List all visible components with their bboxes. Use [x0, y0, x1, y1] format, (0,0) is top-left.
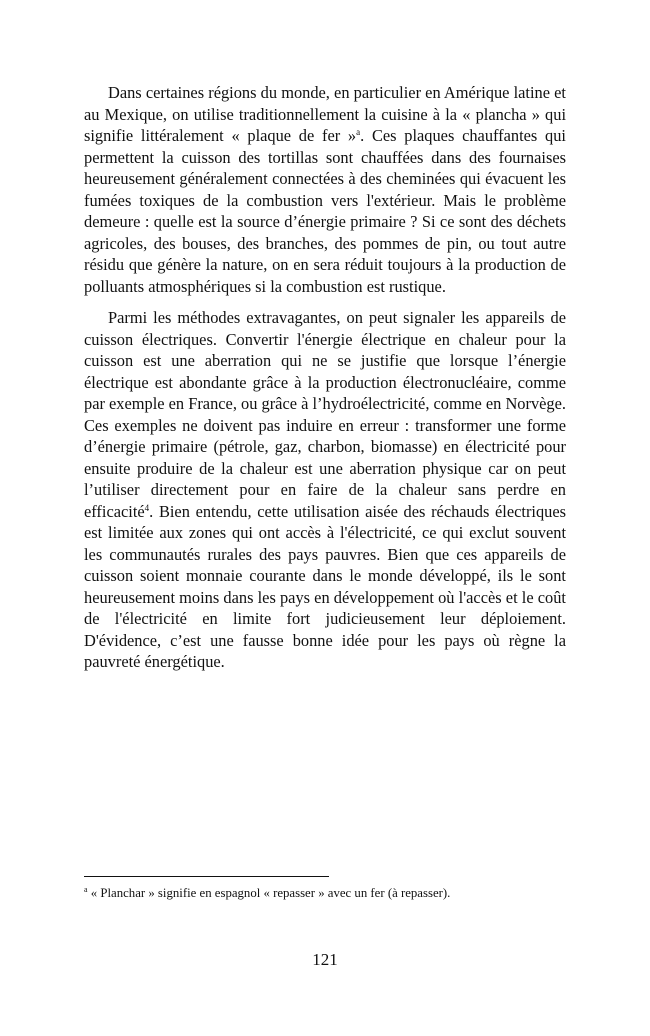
- body-text: [84, 82, 566, 683]
- paragraph-2-text-2: . Bien entendu, cette utilisation aisée des réchauds électriques est limitée aux zones qui ont accès à l'électricité, ce qui exclut souvent les communautés rurales des pays pauvres. Bien que ces appareils de cuisson soient monnaie courante dans le monde développé, ils le sont heureusement moins dans les pays en développement où l'accès et le coût de l'électricité en limite fort judicieusement leur déploiement. D'évidence, c’est une fausse bonne idée pour les pays où règne la pauvreté énergétique.: [84, 501, 566, 671]
- footnote-ref-a[interactable]: a: [356, 127, 361, 137]
- page-number: 121: [312, 950, 338, 969]
- paragraph-1-text-2: . Ces plaques chauffantes qui permettent la cuisson des tortillas sont chauffées dans des fournaises heureusement généralement connectées à des cheminées qui évacuent les fumées toxiques de la combustion vers l'extérieur. Mais le problème demeure : quelle est la source d’énergie primaire ? Si ce sont des déchets agricoles, des bouses, des branches, des pommes de pin, ou tout autre résidu que génère la nature, on en sera réduit toujours à la production de polluants atmosphériques si la combustion est rustique.: [84, 126, 566, 296]
- footnote-marker: a: [84, 885, 88, 894]
- paragraph-2: [84, 307, 566, 673]
- paragraph-1: [84, 82, 566, 297]
- footnote-text: « Planchar » signifie en espagnol « repasser » avec un fer (à repasser).: [87, 886, 451, 900]
- footnote: [84, 885, 566, 901]
- paragraph-2-text-1: Parmi les méthodes extravagantes, on peut signaler les appareils de cuisson électriques. Convertir l'énergie électrique en chaleur pour la cuisson est une aberration qui ne se justifie que lorsque l’énergie électrique est abondante grâce à la production électronucléaire, comme par exemple en France, ou grâce à l’hydroélectricité, comme en Norvège. Ces exemples ne doivent pas induire en erreur : transformer une forme d’énergie primaire (pétrole, gaz, charbon, biomasse) en électricité pour ensuite produire de la chaleur est une aberration physique car on peut l’utiliser directement pour en faire de la chaleur sans perdre en efficacité: [84, 308, 566, 521]
- footnote-separator: [84, 876, 329, 877]
- paragraph-1-text-1: Dans certaines régions du monde, en particulier en Amérique latine et au Mexique, on utilise traditionnellement la cuisine à la « plancha » qui signifie littéralement « plaque de fer »: [84, 83, 566, 145]
- footnote-ref-4[interactable]: 4: [144, 502, 150, 513]
